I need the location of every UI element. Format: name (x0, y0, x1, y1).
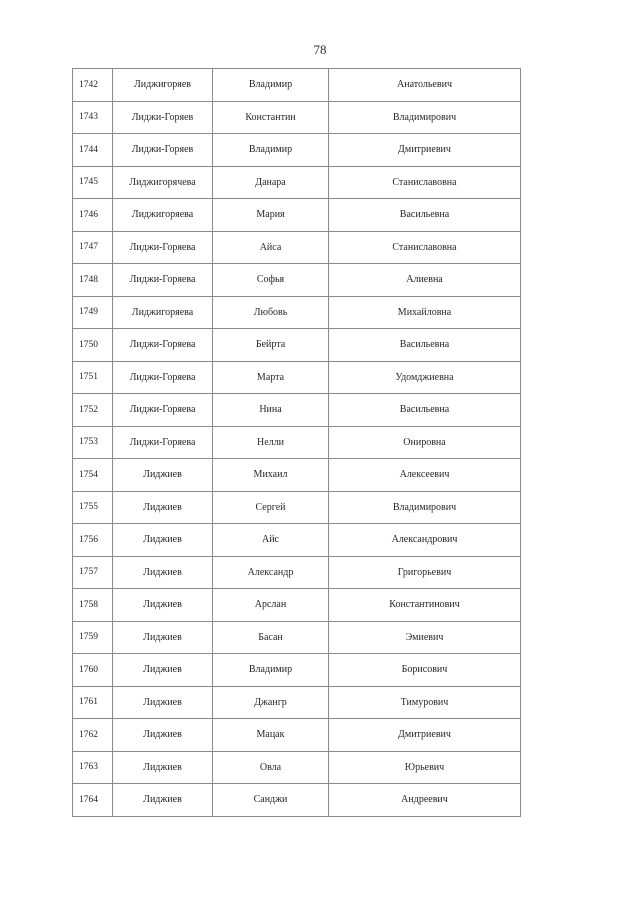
cell-surname: Лиджиев (113, 589, 213, 622)
cell-number: 1763 (73, 751, 113, 784)
cell-first-name: Мария (213, 199, 329, 232)
cell-patronymic: Анатольевич (329, 69, 521, 102)
page-number: 78 (313, 42, 327, 57)
table-row (73, 134, 521, 167)
cell-number: 1756 (73, 524, 113, 557)
cell-number: 1748 (73, 264, 113, 297)
cell-first-name: Марта (213, 361, 329, 394)
cell-patronymic: Михайловна (329, 296, 521, 329)
cell-number: 1750 (73, 329, 113, 362)
cell-first-name: Сергей (213, 491, 329, 524)
cell-patronymic: Алиевна (329, 264, 521, 297)
cell-first-name: Владимир (213, 69, 329, 102)
cell-surname: Лиджиев (113, 751, 213, 784)
cell-surname: Лиджиев (113, 686, 213, 719)
table-row (73, 654, 521, 687)
cell-patronymic: Дмитриевич (329, 134, 521, 167)
cell-surname: Лиджиев (113, 556, 213, 589)
cell-number: 1747 (73, 231, 113, 264)
cell-number: 1752 (73, 394, 113, 427)
cell-patronymic: Васильевна (329, 394, 521, 427)
table-row (73, 199, 521, 232)
table-row (73, 264, 521, 297)
cell-first-name: Овла (213, 751, 329, 784)
cell-first-name: Санджи (213, 784, 329, 817)
cell-number: 1745 (73, 166, 113, 199)
cell-surname: Лиджиев (113, 654, 213, 687)
cell-patronymic: Дмитриевич (329, 719, 521, 752)
table-row (73, 524, 521, 557)
cell-number: 1744 (73, 134, 113, 167)
table-row (73, 166, 521, 199)
table-row (73, 784, 521, 817)
cell-first-name: Владимир (213, 134, 329, 167)
cell-first-name: Мацак (213, 719, 329, 752)
cell-patronymic: Андреевич (329, 784, 521, 817)
cell-number: 1753 (73, 426, 113, 459)
register-table (72, 68, 521, 817)
cell-surname: Лиджигоряев (113, 69, 213, 102)
cell-surname: Лиджи-Горяева (113, 264, 213, 297)
cell-patronymic: Тимурович (329, 686, 521, 719)
register-body (73, 69, 521, 817)
cell-number: 1755 (73, 491, 113, 524)
cell-first-name: Любовь (213, 296, 329, 329)
table-row (73, 491, 521, 524)
table-row (73, 686, 521, 719)
cell-patronymic: Онировна (329, 426, 521, 459)
cell-number: 1743 (73, 101, 113, 134)
cell-patronymic: Эмиевич (329, 621, 521, 654)
cell-number: 1742 (73, 69, 113, 102)
cell-first-name: Айса (213, 231, 329, 264)
cell-patronymic: Борисович (329, 654, 521, 687)
table-row (73, 69, 521, 102)
cell-number: 1758 (73, 589, 113, 622)
cell-surname: Лиджиев (113, 524, 213, 557)
cell-surname: Лиджи-Горяев (113, 134, 213, 167)
cell-first-name: Арслан (213, 589, 329, 622)
cell-number: 1757 (73, 556, 113, 589)
table-row (73, 329, 521, 362)
cell-surname: Лиджигорячева (113, 166, 213, 199)
cell-surname: Лиджи-Горяева (113, 361, 213, 394)
cell-surname: Лиджиев (113, 491, 213, 524)
cell-first-name: Нелли (213, 426, 329, 459)
cell-surname: Лиджи-Горяева (113, 329, 213, 362)
cell-first-name: Константин (213, 101, 329, 134)
table-row (73, 426, 521, 459)
cell-first-name: Софья (213, 264, 329, 297)
cell-patronymic: Станиславовна (329, 166, 521, 199)
cell-surname: Лиджиев (113, 784, 213, 817)
table-row (73, 556, 521, 589)
table-row (73, 589, 521, 622)
table-row (73, 719, 521, 752)
cell-patronymic: Константинович (329, 589, 521, 622)
table-row (73, 394, 521, 427)
cell-patronymic: Владимирович (329, 491, 521, 524)
cell-first-name: Айс (213, 524, 329, 557)
cell-number: 1749 (73, 296, 113, 329)
cell-first-name: Нина (213, 394, 329, 427)
cell-surname: Лиджи-Горяев (113, 101, 213, 134)
cell-patronymic: Васильевна (329, 329, 521, 362)
cell-number: 1759 (73, 621, 113, 654)
cell-patronymic: Алексеевич (329, 459, 521, 492)
cell-first-name: Михаил (213, 459, 329, 492)
cell-patronymic: Григорьевич (329, 556, 521, 589)
cell-number: 1762 (73, 719, 113, 752)
table-row (73, 296, 521, 329)
cell-first-name: Бейрта (213, 329, 329, 362)
table-row (73, 361, 521, 394)
cell-surname: Лиджигоряева (113, 199, 213, 232)
cell-first-name: Джангр (213, 686, 329, 719)
cell-patronymic: Юрьевич (329, 751, 521, 784)
cell-number: 1764 (73, 784, 113, 817)
cell-first-name: Владимир (213, 654, 329, 687)
cell-patronymic: Александрович (329, 524, 521, 557)
cell-surname: Лиджиев (113, 719, 213, 752)
cell-patronymic: Владимирович (329, 101, 521, 134)
cell-first-name: Александр (213, 556, 329, 589)
cell-number: 1761 (73, 686, 113, 719)
cell-surname: Лиджиев (113, 621, 213, 654)
cell-surname: Лиджиев (113, 459, 213, 492)
cell-number: 1751 (73, 361, 113, 394)
table-row (73, 459, 521, 492)
cell-patronymic: Станиславовна (329, 231, 521, 264)
cell-first-name: Басан (213, 621, 329, 654)
cell-number: 1746 (73, 199, 113, 232)
cell-surname: Лиджи-Горяева (113, 231, 213, 264)
cell-patronymic: Васильевна (329, 199, 521, 232)
cell-surname: Лиджи-Горяева (113, 394, 213, 427)
cell-number: 1760 (73, 654, 113, 687)
table-row (73, 621, 521, 654)
table-row (73, 231, 521, 264)
cell-first-name: Данара (213, 166, 329, 199)
cell-surname: Лиджигоряева (113, 296, 213, 329)
cell-surname: Лиджи-Горяева (113, 426, 213, 459)
table-row (73, 101, 521, 134)
table-row (73, 751, 521, 784)
cell-patronymic: Удомджиевна (329, 361, 521, 394)
cell-number: 1754 (73, 459, 113, 492)
